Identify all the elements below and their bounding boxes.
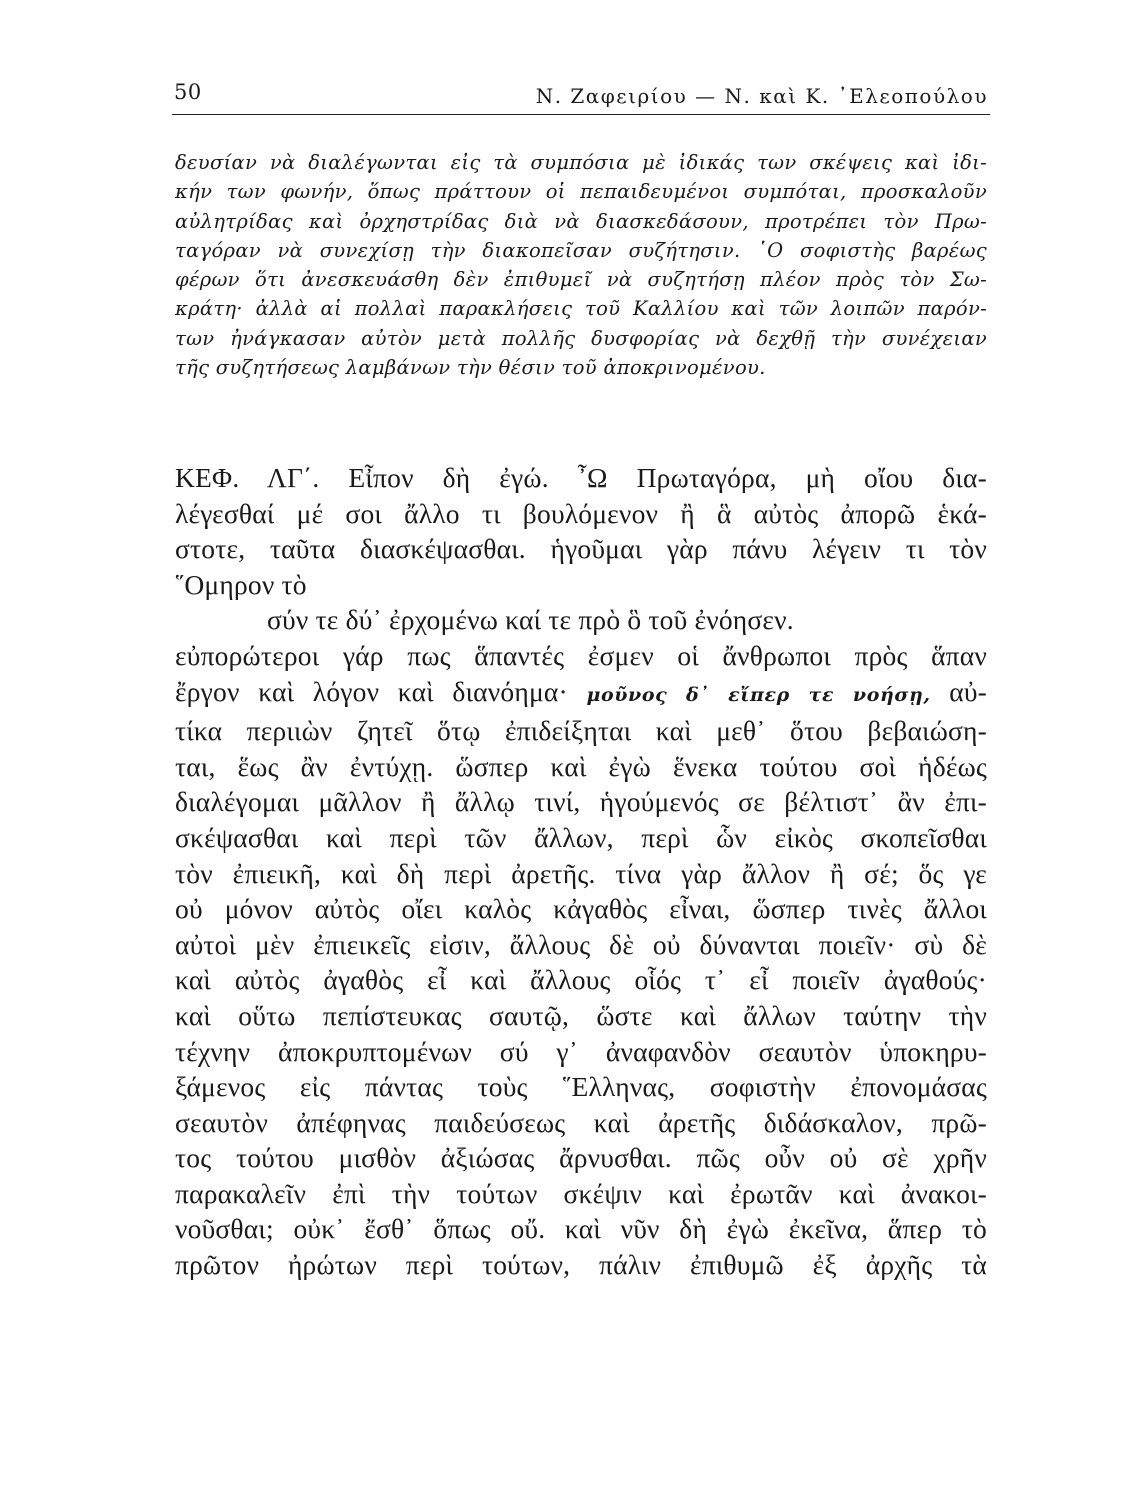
summary-line: ταγόραν νὰ συνεχίσῃ τὴν διακοπεῖσαν συζήτησιν. ῾Ο σοφιστὴς βαρέως [175,238,987,262]
text-line: καὶ οὕτω πεπίστευκας σαυτῷ, ὥστε καὶ ἄλλων ταύτην τὴν [175,999,987,1031]
text-line: σκέψασθαι καὶ περὶ τῶν ἄλλων, περὶ ὧν εἰκὸς σκοπεῖσθαι [175,821,987,853]
summary-line: των ἠνάγκασαν αὐτὸν μετὰ πολλῆς δυσφορίας νὰ δεχθῇ τὴν συνέχειαν [175,326,987,350]
inline-quotation: μοῦνος δ᾿ εἴπερ τε νοήσῃ, [586,683,931,706]
greek-text [175,460,987,1283]
text-line-with-quote [175,674,987,714]
text-line: αὐτοὶ μὲν ἐπιεικεῖς εἰσιν, ἄλλους δὲ οὐ δύνανται ποιεῖν· σὺ δὲ [175,928,987,960]
summary-line: αὐλητρίδας καὶ ὀρχηστρίδας διὰ νὰ διασκεδάσουν, προτρέπει τὸν Πρω- [175,209,987,233]
text-fragment: ἔργον καὶ λόγον καὶ διανόημα· [175,675,568,707]
running-head: Ν. Ζαφειρίου — Ν. καὶ Κ. ᾿Ελεοπούλου [535,84,988,108]
text-line: πρῶτον ἠρώτων περὶ τούτων, πάλιν ἐπιθυμῶ ἐξ ἀρχῆς τὰ [175,1249,987,1281]
text-line: τέχνην ἀποκρυπτομένων σύ γ᾿ ἀναφανδὸν σεαυτὸν ὑποκηρυ- [175,1035,987,1067]
text-line: ται, ἕως ἂν ἐντύχῃ. ὥσπερ καὶ ἐγὼ ἕνεκα τούτου σοὶ ἡδέως [175,750,987,782]
text-line: ΚΕΦ. ΛΓ΄. Εἶπον δὴ ἐγώ. ῏Ω Πρωταγόρα, μὴ οἴου δια- [175,462,987,493]
text-line: ῞Ομηρον τὸ [175,568,307,600]
text-line: τὸν ἐπιεικῆ, καὶ δὴ περὶ ἀρετῆς. τίνα γὰρ ἄλλον ἢ σέ; ὅς γε [175,857,987,889]
text-line: σεαυτὸν ἀπέφηνας παιδεύσεως καὶ ἀρετῆς διδάσκαλον, πρῶ- [175,1106,987,1138]
text-line: στοτε, ταῦτα διασκέψασθαι. ἡγοῦμαι γὰρ πάνυ λέγειν τι τὸν [175,533,987,565]
summary-line: τῆς συζητήσεως λαμβάνων τὴν θέσιν τοῦ ἀποκρινομένου. [175,356,766,380]
text-line: λέγεσθαί μέ σοι ἄλλο τι βουλόμενον ἢ ἃ αὐτὸς ἀπορῶ ἑκά- [175,497,987,529]
text-line: διαλέγομαι μᾶλλον ἢ ἄλλῳ τινί, ἡγούμενός σε βέλτιστ᾿ ἂν ἐπι- [175,786,987,818]
summary-line: φέρων ὅτι ἀνεσκευάσθη δὲν ἐπιθυμεῖ νὰ συζητήσῃ πλέον πρὸς τὸν Σω- [175,268,987,292]
text-line: εὐπορώτεροι γάρ πως ἅπαντές ἐσμεν οἱ ἄνθρωποι πρὸς ἅπαν [175,639,987,671]
text-line: καὶ αὐτὸς ἀγαθὸς εἶ καὶ ἄλλους οἷός τ᾿ εἶ ποιεῖν ἀγαθούς· [175,964,987,996]
text-line: παρακαλεῖν ἐπὶ τὴν τούτων σκέψιν καὶ ἐρωτᾶν καὶ ἀνακοι- [175,1177,987,1209]
chapter-summary [175,148,987,382]
text-line: ξάμενος εἰς πάντας τοὺς ῞Ελληνας, σοφιστὴν ἐπονομάσας [175,1071,987,1103]
text-line: τίκα περιιὼν ζητεῖ ὅτῳ ἐπιδείξηται καὶ μεθ᾿ ὅτου βεβαιώση- [175,715,987,747]
text-line: νοῦσθαι; οὐκ᾿ ἔσθ᾿ ὅπως οὔ. καὶ νῦν δὴ ἐγὼ ἐκεῖνα, ἅπερ τὸ [175,1213,987,1245]
page-number: 50 [174,80,202,104]
summary-line: κράτη· ἀλλὰ αἱ πολλαὶ παρακλήσεις τοῦ Καλλίου καὶ τῶν λοιπῶν παρόν- [175,297,987,321]
summary-line: κήν των φωνήν, ὅπως πράττουν οἱ πεπαιδευμένοι συμπόται, προσκαλοῦν [175,180,987,204]
verse-quotation: σύν τε δύ᾿ ἐρχομένω καί τε πρὸ ὃ τοῦ ἐνόησεν. [267,604,794,636]
page-header [172,80,990,115]
text-fragment: αὐ- [949,675,988,707]
summary-line: δευσίαν νὰ διαλέγωνται εἰς τὰ συμπόσια μὲ ἰδικάς των σκέψεις καὶ ἰδι- [175,151,987,174]
text-line: τος τούτου μισθὸν ἀξιώσας ἄρνυσθαι. πῶς οὖν οὐ σὲ χρῆν [175,1142,987,1174]
text-line: οὐ μόνον αὐτὸς οἴει καλὸς κἀγαθὸς εἶναι, ὥσπερ τινὲς ἄλλοι [175,893,987,925]
